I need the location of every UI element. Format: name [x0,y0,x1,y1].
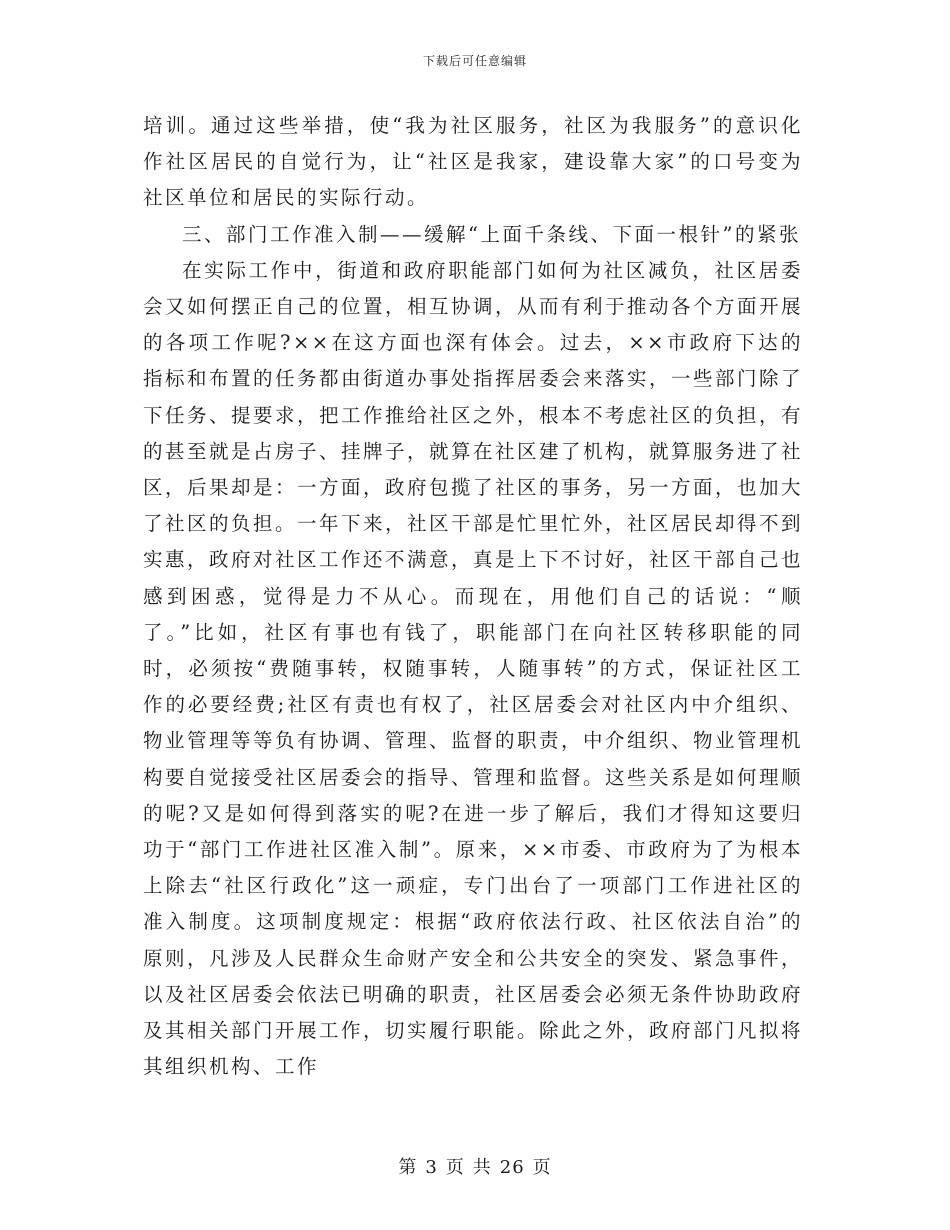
current-page-number: 3 [425,1157,438,1178]
paragraph-main: 在实际工作中，街道和政府职能部门如何为社区减负，社区居委会又如何摆正自己的位置，相互协调，从而有利于推动各个方面开展的各项工作呢?××在这方面也深有体会。过去，××市政府下达的指标和布置的任务都由街道办事处指挥居委会来落实，一些部门除了下任务、提要求，把工作推给社区之外，根本不考虑社区的负担，有的甚至就是占房子、挂牌子，就算在社区建了机构，就算服务进了社区，后果却是：一方面，政府包揽了社区的事务，另一方面，也加大了社区的负担。一年下来，社区干部是忙里忙外，社区居民却得不到实惠，政府对社区工作还不满意，真是上下不讨好，社区干部自己也感到困惑，觉得是力不从心。而现在，用他们自己的话说：“顺了。”比如，社区有事也有钱了，职能部门在向社区转移职能的同时，必须按“费随事转，权随事转，人随事转”的方式，保证社区工作的必要经费;社区有责也有权了，社区居委会对社区内中介组织、物业管理等等负有协调、管理、监督的职责，中介组织、物业管理机构要自觉接受社区居委会的指导、管理和监督。这些关系是如何理顺的呢?又是如何得到落实的呢?在进一步了解后，我们才得知这要归功于“部门工作进社区准入制”。原来，××市委、市政府为了为根本上除去“社区行政化”这一顽症，专门出台了一项部门工作进社区的准入制度。这项制度规定：根据“政府依法行政、社区依法自治”的原则，凡涉及人民群众生命财产安全和公共安全的突发、紧急事件，以及社区居委会依法已明确的职责，社区居委会必须无条件协助政府及其相关部门开展工作，切实履行职能。除此之外，政府部门凡拟将其组织机构、工作 [143,258,804,1079]
page-prefix: 第 [398,1157,418,1178]
total-page-number: 26 [499,1157,525,1178]
page-word: 页 [445,1157,465,1178]
paragraph-training: 培训。通过这些举措，使“我为社区服务，社区为我服务”的意识化作社区居民的自觉行为，让“社区是我家，建设靠大家”的口号变为社区单位和居民的实际行动。 [143,114,803,210]
total-word: 页 [532,1157,552,1178]
page-footer [0,1153,950,1179]
page-header: 下载后可任意编辑 [422,54,527,68]
document-body [143,108,803,1085]
section-heading: 三、部门工作准入制——缓解“上面千条线、下面一根针”的紧张 [182,222,801,246]
total-prefix: 共 [472,1157,492,1178]
